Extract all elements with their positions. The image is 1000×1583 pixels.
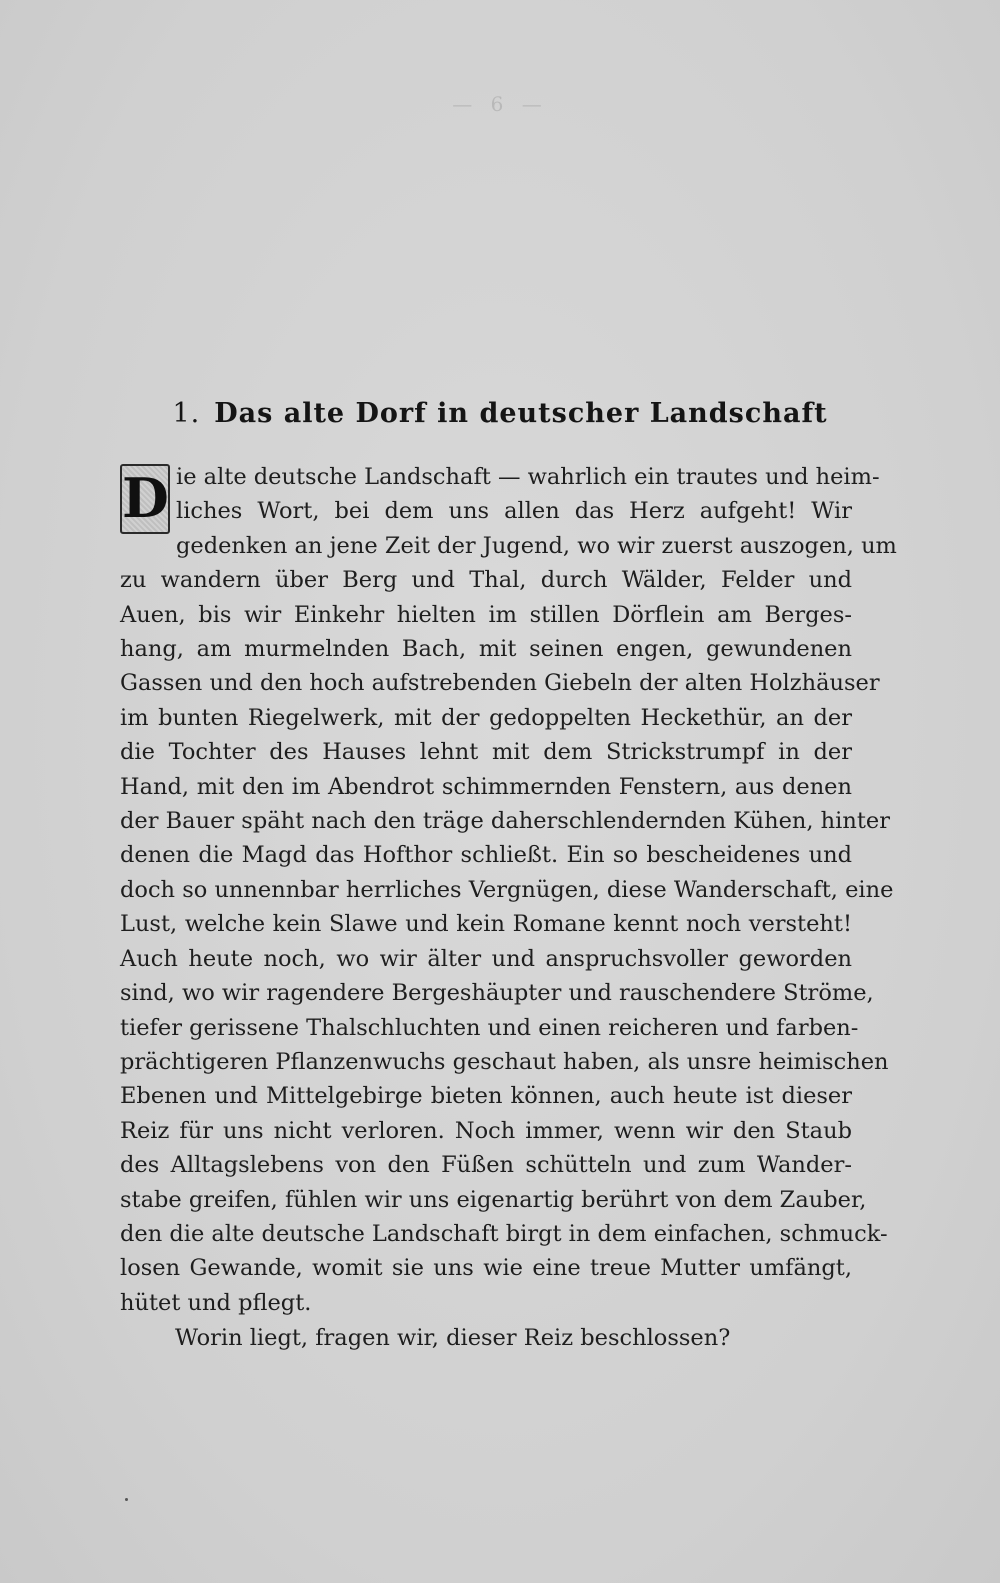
paragraph-1 bbox=[120, 460, 897, 1320]
text-line: hütet und pflegt. bbox=[120, 1289, 312, 1316]
text-line: Auch heute noch, wo wir älter und anspruchsvoller geworden bbox=[120, 945, 852, 972]
text-line: liches Wort, bei dem uns allen das Herz aufgeht! Wir bbox=[176, 498, 852, 525]
text-line: stabe greifen, fühlen wir uns eigenartig berührt von dem Zauber, bbox=[120, 1186, 867, 1213]
text-line: Lust, welche kein Slawe und kein Romane kennt noch versteht! bbox=[120, 911, 852, 938]
text-line: Gassen und den hoch aufstrebenden Giebeln der alten Holzhäuser bbox=[120, 670, 880, 697]
text-line: die Tochter des Hauses lehnt mit dem Strickstrumpf in der bbox=[120, 739, 852, 766]
paragraph-1-lines bbox=[120, 460, 897, 1320]
text-line: Hand, mit den im Abendrot schimmernden Fenstern, aus denen bbox=[120, 773, 852, 800]
text-line: im bunten Riegelwerk, mit der gedoppelten Heckethür, an der bbox=[120, 704, 852, 731]
ink-speck bbox=[125, 1498, 128, 1501]
text-line: gedenken an jene Zeit der Jugend, wo wir zuerst auszogen, um bbox=[176, 532, 897, 559]
text-line: Reiz für uns nicht verloren. Noch immer, wenn wir den Staub bbox=[120, 1117, 852, 1144]
text-line: der Bauer späht nach den träge daherschlendernden Kühen, hinter bbox=[120, 808, 890, 835]
text-line: des Alltagslebens von den Füßen schütteln und zum Wander- bbox=[120, 1152, 852, 1179]
section-heading bbox=[120, 398, 880, 429]
text-line: Auen, bis wir Einkehr hielten im stillen Dörflein am Berges- bbox=[120, 601, 852, 628]
drop-cap-initial: D bbox=[120, 464, 170, 534]
text-line: ie alte deutsche Landschaft — wahrlich ein trautes und heim- bbox=[176, 464, 880, 490]
paragraph-2: Worin liegt, fragen wir, dieser Reiz beschlossen? bbox=[175, 1325, 731, 1351]
text-line: losen Gewande, womit sie uns wie eine treue Mutter umfängt, bbox=[120, 1255, 852, 1282]
text-line: hang, am murmelnden Bach, mit seinen engen, gewundenen bbox=[120, 636, 852, 663]
section-number: 1. bbox=[172, 398, 201, 429]
section-title: Das alte Dorf in deutscher Landschaft bbox=[214, 398, 828, 429]
text-line: denen die Magd das Hofthor schließt. Ein so bescheidenes und bbox=[120, 842, 852, 869]
text-line: den die alte deutsche Landschaft birgt in dem einfachen, schmuck- bbox=[120, 1220, 888, 1247]
text-line: sind, wo wir ragendere Bergeshäupter und rauschendere Ströme, bbox=[120, 980, 874, 1007]
bleed-through-page-number: — 6 — bbox=[452, 92, 548, 116]
text-line: tiefer gerissene Thalschluchten und einen reicheren und farben- bbox=[120, 1014, 859, 1041]
text-line: Ebenen und Mittelgebirge bieten können, auch heute ist dieser bbox=[120, 1083, 852, 1110]
text-line: doch so unnennbar herrliches Vergnügen, diese Wanderschaft, eine bbox=[120, 876, 894, 903]
text-line: prächtigeren Pflanzenwuchs geschaut haben, als unsre heimischen bbox=[120, 1048, 889, 1075]
text-line: zu wandern über Berg und Thal, durch Wälder, Felder und bbox=[120, 567, 852, 594]
